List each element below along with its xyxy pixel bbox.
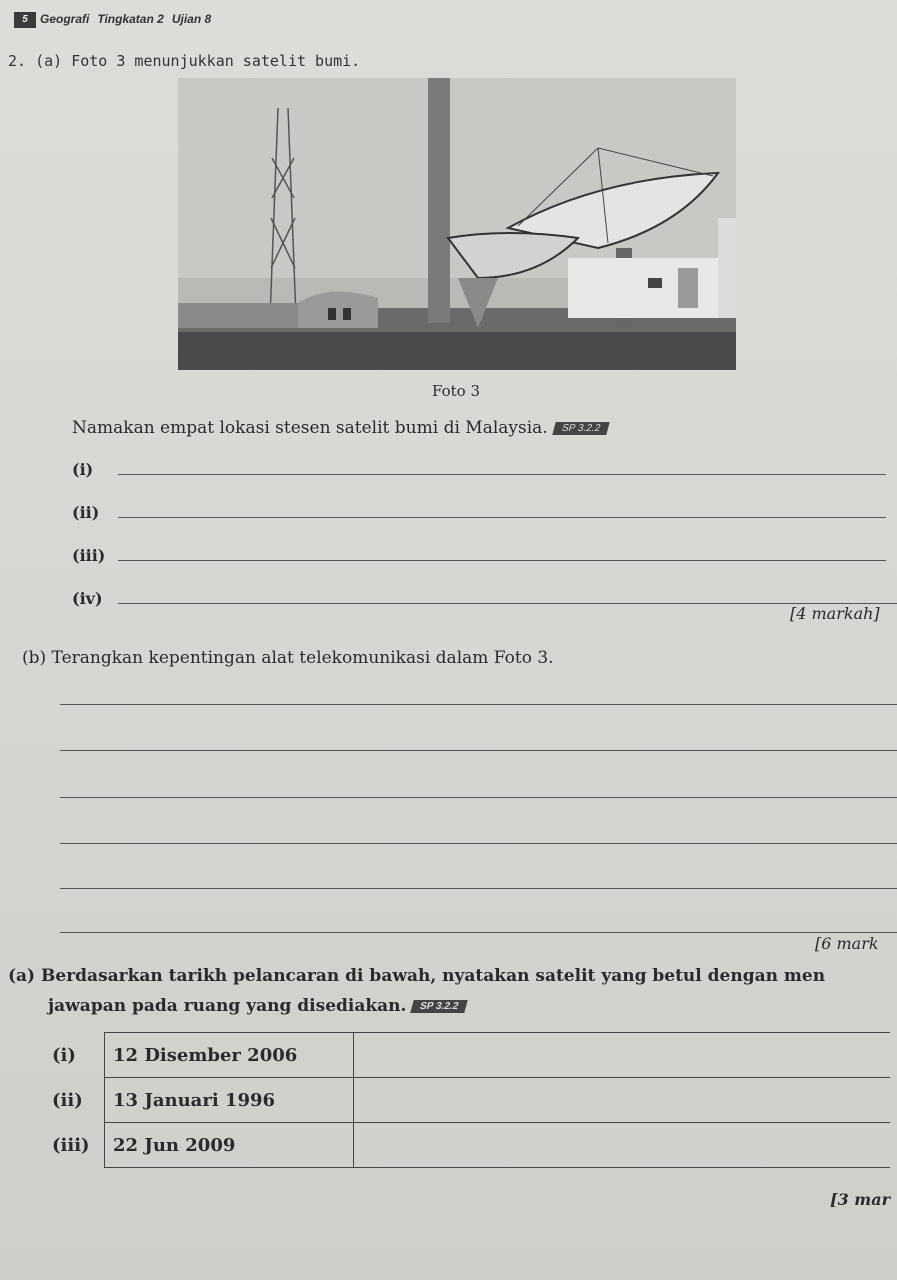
part-b-marks: [6 mark [815, 934, 879, 953]
table-row [52, 1033, 890, 1078]
sp-badge: SP 3.2.2 [411, 1000, 469, 1013]
row-number: (ii) [52, 1089, 83, 1111]
launch-date: 12 Disember 2006 [105, 1033, 354, 1078]
page-header [14, 12, 219, 28]
part-a-marks: [4 markah] [790, 604, 880, 623]
satellite-earth-station-photo [178, 78, 736, 370]
answer-line-ii[interactable] [118, 517, 886, 518]
answer-cell[interactable] [354, 1123, 891, 1168]
part-c-question-line1: (a) Berdasarkan tarikh pelancaran di bawah, nyatakan satelit yang betul dengan men [8, 966, 826, 986]
level-label: Tingkatan 2 [97, 12, 164, 27]
book-logo-icon: 5 [14, 12, 36, 28]
part-c-marks: [3 mar [830, 1190, 890, 1209]
answer-line-iii[interactable] [118, 560, 886, 561]
answer-cell[interactable] [354, 1033, 891, 1078]
launch-date: 13 Januari 1996 [105, 1078, 354, 1123]
answer-cell[interactable] [354, 1078, 891, 1123]
photo-caption: Foto 3 [432, 382, 480, 400]
part-a-question: Namakan empat lokasi stesen satelit bumi di Malaysia. SP 3.2.2 [72, 418, 608, 438]
answer-label-ii: (ii) [72, 503, 100, 522]
launch-date: 22 Jun 2009 [105, 1123, 354, 1168]
answer-label-iv: (iv) [72, 589, 103, 608]
answer-line-i[interactable] [118, 474, 886, 475]
subject-label: Geografi [40, 12, 90, 27]
part-b-answer-line[interactable] [60, 750, 897, 751]
table-row [52, 1123, 890, 1168]
section-label: Ujian 8 [171, 12, 212, 27]
satellite-date-table [52, 1032, 890, 1168]
part-b-question: (b) Terangkan kepentingan alat telekomunikasi dalam Foto 3. [22, 648, 554, 668]
part-b-answer-line[interactable] [60, 932, 897, 933]
sp-badge: SP 3.2.2 [552, 422, 610, 435]
answer-label-i: (i) [72, 460, 94, 479]
row-number: (iii) [52, 1134, 90, 1156]
part-b-answer-line[interactable] [60, 888, 897, 889]
table-row [52, 1078, 890, 1123]
answer-line-iv[interactable] [118, 603, 897, 604]
row-number: (i) [52, 1044, 76, 1066]
answer-label-iii: (iii) [72, 546, 106, 565]
part-b-answer-line[interactable] [60, 704, 897, 705]
part-c-question-line2: jawapan pada ruang yang disediakan. SP 3.2.2 [48, 996, 467, 1016]
part-b-answer-line[interactable] [60, 843, 897, 844]
question-2a-intro: 2. (a) Foto 3 menunjukkan satelit bumi. [8, 52, 361, 70]
part-b-answer-line[interactable] [60, 797, 897, 798]
